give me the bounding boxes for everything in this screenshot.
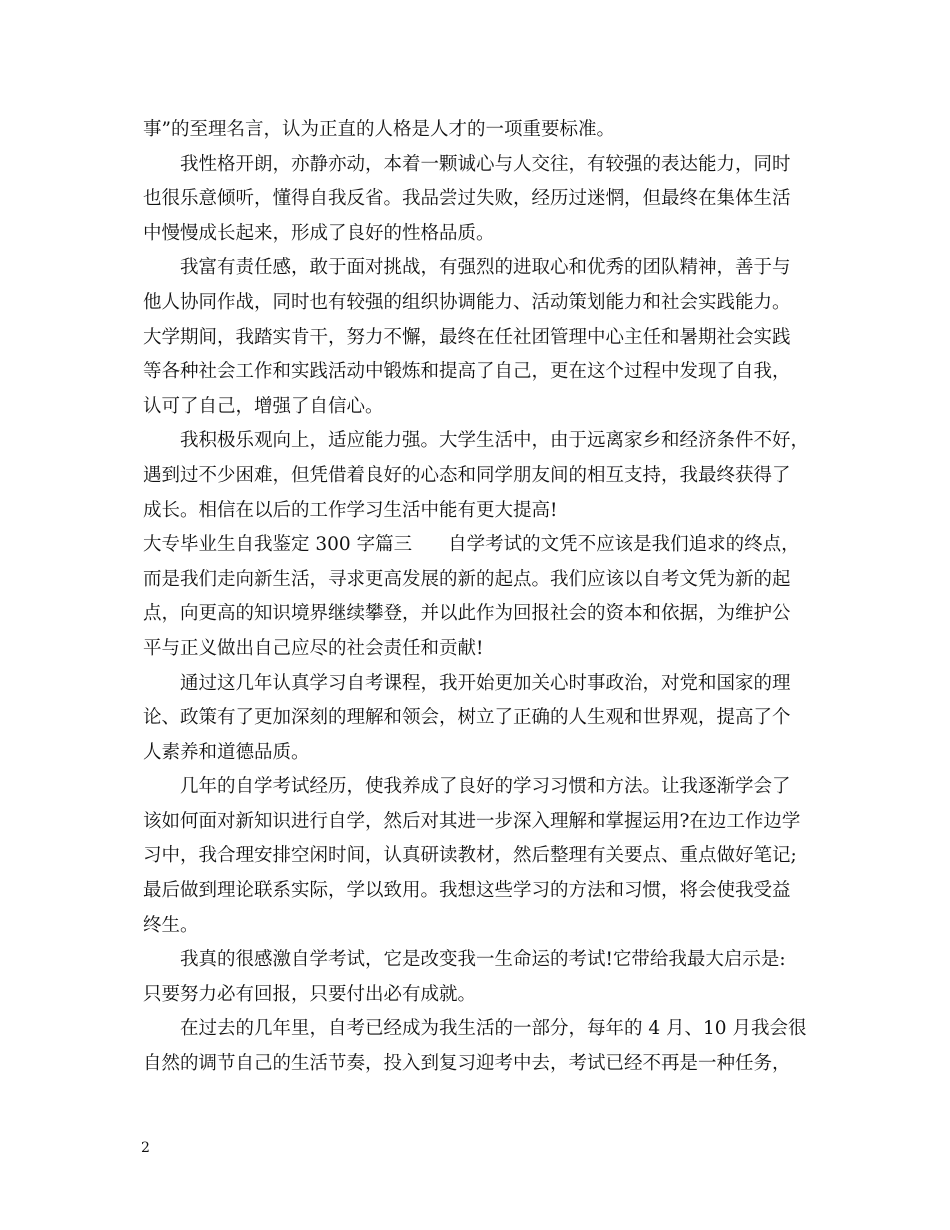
page-number: 2 (141, 1140, 150, 1156)
text-line: 认可了自己，增强了自信心。 (143, 395, 384, 417)
text-line: 中慢慢成长起来，形成了良好的性格品质。 (143, 222, 495, 244)
text-line: 只要努力必有回报，只要付出必有成就。 (143, 983, 477, 1005)
text-line: 等各种社会工作和实践活动中锻炼和提高了自己，更在这个过程中发现了自我， (143, 361, 791, 383)
section-heading-line (143, 528, 823, 563)
text-line: 终生。 (143, 914, 199, 936)
text-line: 事”的至理名言，认为正直的人格是人才的一项重要标准。 (143, 119, 615, 140)
text-line: 我真的很感激自学考试，它是改变我一生命运的考试!它带给我最大启示是: (180, 949, 786, 971)
text-line: 自然的调节自己的生活节奏，投入到复习迎考中去，考试已经不再是一种任务， (143, 1053, 791, 1075)
text-line: 我积极乐观向上，适应能力强。大学生活中，由于远离家乡和经济条件不好， (180, 430, 810, 452)
text-line: 通过这几年认真学习自考课程，我开始更加关心时事政治，对党和国家的理 (180, 672, 791, 694)
text-line: 遇到过不少困难，但凭借着良好的心态和同学朋友间的相互支持，我最终获得了 (143, 464, 791, 486)
text-line: 我性格开朗，亦静亦动，本着一颗诚心与人交往，有较强的表达能力，同时 (180, 153, 791, 175)
text-line: 习中，我合理安排空闲时间，认真研读教材，然后整理有关要点、重点做好笔记; (143, 845, 797, 867)
document-body (143, 113, 823, 1082)
text-line: 几年的自学考试经历，使我养成了良好的学习习惯和方法。让我逐渐学会了 (180, 776, 791, 798)
text-line: 点，向更高的知识境界继续攀登，并以此作为回报社会的资本和依据，为维护公 (143, 603, 791, 625)
text-line: 成长。相信在以后的工作学习生活中能有更大提高! (143, 499, 558, 521)
text-line: 自学考试的文凭不应该是我们追求的终点， (448, 534, 800, 556)
text-line: 论、政策有了更加深刻的理解和领会，树立了正确的人生观和世界观，提高了个 (143, 707, 791, 729)
text-line: 他人协同作战，同时也有较强的组织协调能力、活动策划能力和社会实践能力。 (143, 291, 791, 313)
text-line: 平与正义做出自己应尽的社会责任和贡献! (143, 637, 484, 659)
text-line: 也很乐意倾听，懂得自我反省。我品尝过失败，经历过迷惘，但最终在集体生活 (143, 188, 791, 210)
text-line: 人素养和道德品质。 (143, 741, 310, 763)
text-line: 我富有责任感，敢于面对挑战，有强烈的进取心和优秀的团队精神，善于与 (180, 257, 791, 279)
text-line: 在过去的几年里，自考已经成为我生活的一部分，每年的 4 月、10 月我会很 (180, 1018, 807, 1040)
text-line: 大学期间，我踏实肯干，努力不懈，最终在任社团管理中心主任和暑期社会实践 (143, 326, 791, 348)
text-line: 该如何面对新知识进行自学，然后对其进一步深入理解和掌握运用?在边工作边学 (143, 810, 801, 832)
section-heading: 大专毕业生自我鉴定 300 字篇三 (143, 534, 413, 556)
text-line: 而是我们走向新生活，寻求更高发展的新的起点。我们应该以自考文凭为新的起 (143, 568, 791, 590)
text-line: 最后做到理论联系实际，学以致用。我想这些学习的方法和习惯，将会使我受益 (143, 880, 791, 902)
